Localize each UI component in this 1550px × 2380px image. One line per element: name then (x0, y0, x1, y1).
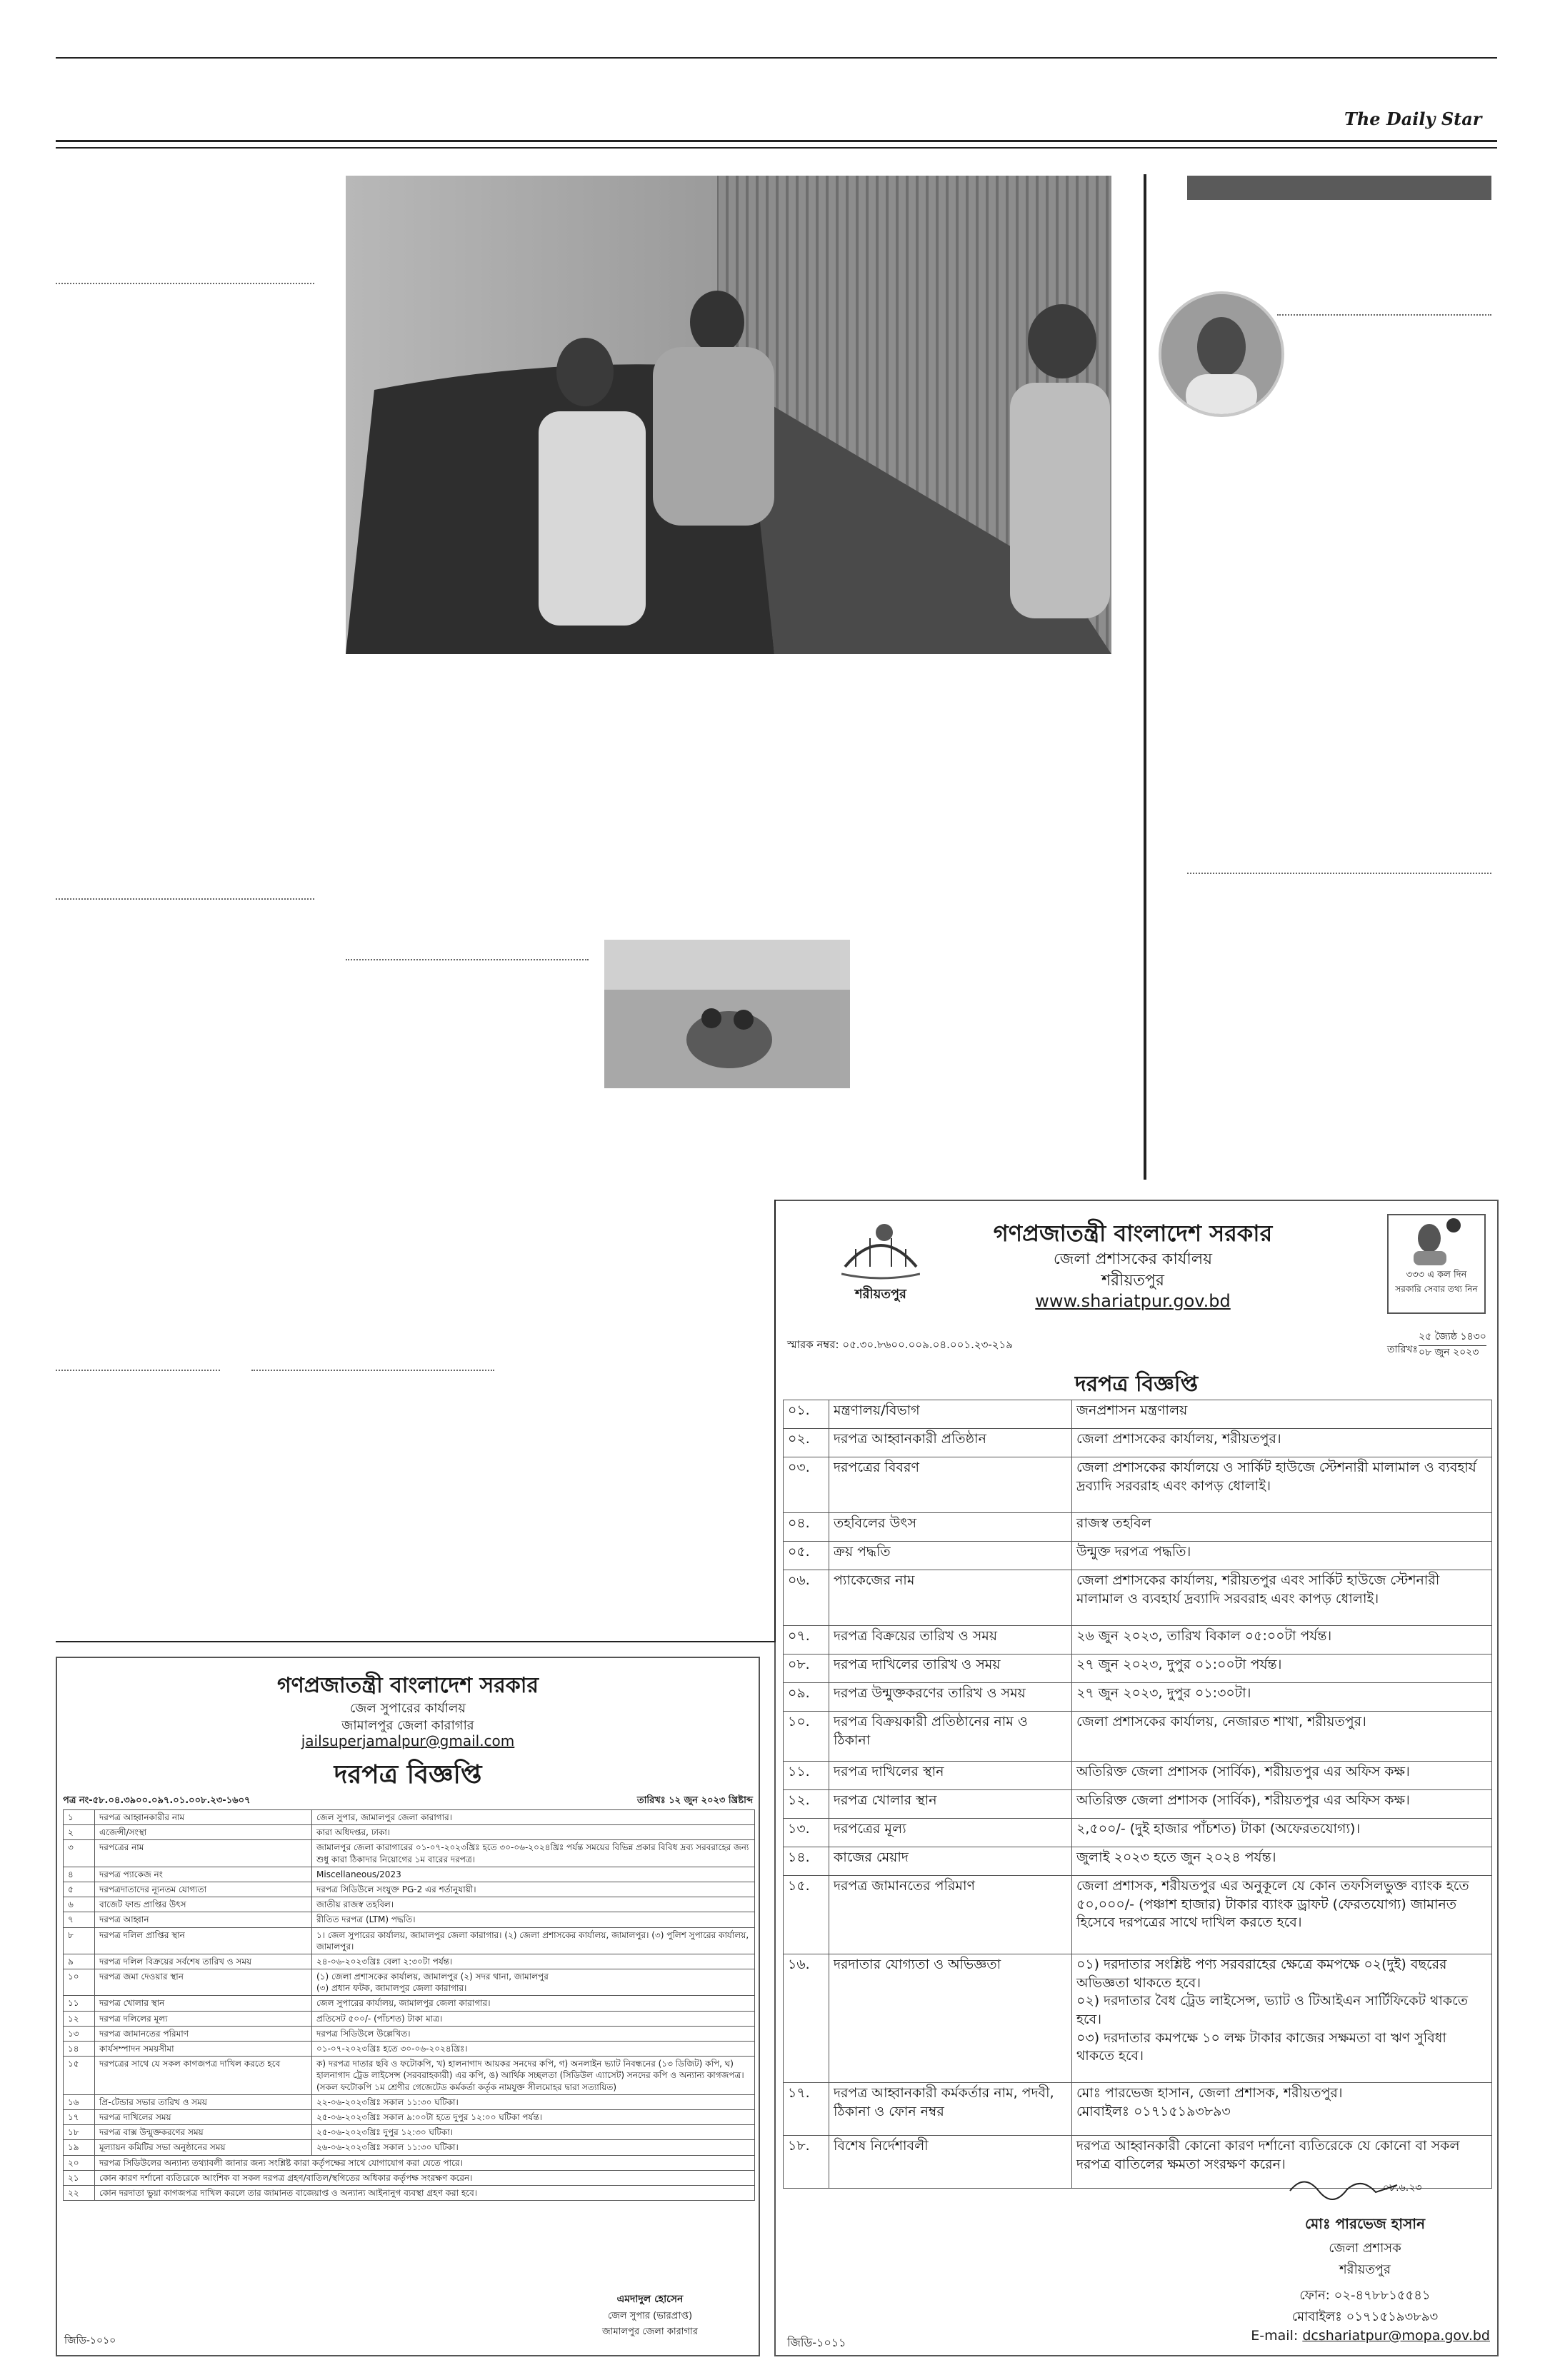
row-number: ১২ (64, 2011, 95, 2026)
row-label: দরপত্র উন্মুক্তকরণের তারিখ ও সময় (829, 1683, 1072, 1712)
row-number: ১৪ (64, 2042, 95, 2057)
row-value: (১) জেলা প্রশাসকের কার্যালয়, জামালপুর (২) সদর থানা, জামালপুর (৩) প্রধান ফটক, জামালপুর জেলা কারাগার। (312, 1969, 755, 1996)
govt-heading: গণপ্রজাতন্ত্রী বাংলাদেশ সরকার (993, 1220, 1273, 1247)
table-row (64, 1882, 755, 1897)
column-divider (1144, 174, 1146, 1180)
table-row (784, 1626, 1492, 1655)
signatory-place: জামালপুর জেলা কারাগার (602, 2326, 698, 2337)
row-value: কারা অধিদপ্তর, ঢাকা। (312, 1825, 755, 1840)
helpline-caption: সরকারি সেবার তথ্য নিন (1395, 1284, 1478, 1294)
portrait-icon (1408, 1215, 1465, 1265)
row-label: প্যাকেজের নাম (829, 1570, 1072, 1626)
row-value: জুলাই ২০২৩ হতে জুন ২০২৪ পর্যন্ত। (1072, 1847, 1492, 1876)
row-label: দরপত্র জামানতের পরিমাণ (829, 1876, 1072, 1954)
row-number: ১১. (784, 1762, 829, 1790)
helpline-label: ৩৩৩ এ কল দিন (1406, 1270, 1467, 1280)
row-number: ১৪. (784, 1847, 829, 1876)
table-row (784, 1655, 1492, 1683)
table-row (64, 1897, 755, 1912)
row-number: ৬ (64, 1897, 95, 1912)
signatory-title: জেলা প্রশাসক (1329, 2241, 1401, 2256)
row-label: দরপত্রের নাম (95, 1840, 312, 1867)
district-logo (841, 1217, 920, 1302)
row-label: দরপত্রদাতাদের ন্যূনতম যোগ্যতা (95, 1882, 312, 1897)
row-number: ০৬. (784, 1570, 829, 1626)
row-number: ১৩ (64, 2026, 95, 2041)
table-row (64, 2185, 755, 2200)
row-label: তহবিলের উৎস (829, 1513, 1072, 1542)
table-row (784, 1683, 1492, 1712)
office-name: জেলা প্রশাসকের কার্যালয় (1053, 1250, 1213, 1268)
signature-scribble-icon (1276, 2169, 1461, 2205)
email-link[interactable]: jailsuperjamalpur@gmail.com (301, 1732, 515, 1749)
row-value: ০১) দরদাতার সংশ্লিষ্ট পণ্য সরবরাহের ক্ষেত্রে কমপক্ষে ০২(দুই) বছরের অভিজ্ঞতা থাকতে হবে। ০২) দরদাতার বৈধ ট্রেড লাইসেন্স, ভ্যাট ও টিআইএন সার্টিফিকেট থাকতে হবে। ০৩) দরদাতার কমপক্ষে ১০ লক্ষ টাকার কাজের সক্ষমতা বা ঋণ সুবিধা থাকতে হবে। (1072, 1954, 1492, 2083)
row-value: দরপত্র সিডিউলে সংযুক্ত PG-2 এর শর্তানুযায়ী। (312, 1882, 755, 1897)
row-value: দরপত্র আহ্বানকারী কোনো কারণ দর্শানো ব্যতিরেকে যে কোনো বা সকল দরপত্র বাতিলের ক্ষমতা সংরক্ষণ করেন। (1072, 2136, 1492, 2189)
table-row (64, 1996, 755, 2011)
row-label: দরপত্রের মূল্য (829, 1819, 1072, 1847)
row-label: কোন দরদাতা ভুয়া কাগজপত্র দাখিল করলে তার জামানত বাজেয়াপ্ত ও অন্যান্য আইনানুগ ব্যবস্থা গ্রহণ করা হবে। (95, 2185, 755, 2200)
row-label: এজেন্সী/সংস্থা (95, 1825, 312, 1840)
masthead-rule-1 (56, 140, 1497, 142)
row-number: ১৭. (784, 2083, 829, 2136)
row-label: দরপত্র আহ্বানকারীর নাম (95, 1810, 312, 1825)
table-row (64, 2057, 755, 2095)
table-row (64, 2026, 755, 2041)
row-value: মোঃ পারভেজ হাসান, জেলা প্রশাসক, শরীয়তপুর। মোবাইলঃ ০১৭১৫১৯৩৮৯৩ (1072, 2083, 1492, 2136)
row-label: বাজেট ফান্ড প্রাপ্তির উৎস (95, 1897, 312, 1912)
row-label: বিশেষ নির্দেশাবলী (829, 2136, 1072, 2189)
table-row (64, 2170, 755, 2185)
signatory-mobile: মোবাইলঃ ০১৭১৫১৯৩৮৯৩ (1291, 2309, 1439, 2324)
row-label: দরপত্র দলিল বিক্রয়ের সর্বশেষ তারিখ ও সময় (95, 1954, 312, 1969)
row-value: ২৭ জুন ২০২৩, দুপুর ০১:০০টা পর্যন্ত। (1072, 1655, 1492, 1683)
signature (1276, 2169, 1461, 2212)
row-label: কার্যসম্পাদন সময়সীমা (95, 2042, 312, 2057)
separator (346, 959, 589, 960)
date-english: ০৮ জুন ২০২৩ (1419, 1347, 1479, 1358)
table-row (784, 1712, 1492, 1762)
row-number: ১০ (64, 1969, 95, 1996)
footer-code: জিডি-১০১১ (787, 2336, 846, 2349)
notice-table (63, 1809, 755, 2201)
row-number: ৭ (64, 1912, 95, 1927)
row-number: ০২. (784, 1429, 829, 1457)
govt-heading: গণপ্রজাতন্ত্রী বাংলাদেশ সরকার (277, 1673, 539, 1698)
district-name: শরীয়তপুর (1101, 1272, 1164, 1290)
row-number: ১ (64, 1810, 95, 1825)
photo-image (346, 176, 1111, 654)
row-label: দরপত্র দাখিলের সময় (95, 2109, 312, 2124)
row-label: দরপত্র জামানতের পরিমাণ (95, 2026, 312, 2041)
separator (56, 1370, 220, 1371)
row-label: দরপত্র আহ্বানকারী প্রতিষ্ঠান (829, 1429, 1072, 1457)
row-number: ০৮. (784, 1655, 829, 1683)
memo-number: পত্র নং-৫৮.০৪.৩৯০০.০৯৭.০১.০০৮.২৩-১৬০৭ (63, 1795, 251, 1806)
footer-code: জিডি-১০১০ (64, 2335, 116, 2346)
row-label: দরদাতার যোগ্যতা ও অভিজ্ঞতা (829, 1954, 1072, 2083)
table-row (784, 1429, 1492, 1457)
row-label: দরপত্র আহ্বানকারী কর্মকর্তার নাম, পদবী, ঠিকানা ও ফোন নম্বর (829, 2083, 1072, 2136)
date-label: তারিখঃ (1387, 1344, 1418, 1355)
row-label: প্রি-টেন্ডার সভার তারিখ ও সময় (95, 2094, 312, 2109)
row-label: দরপত্র খোলার স্থান (829, 1790, 1072, 1819)
row-label: দরপত্র দাখিলের স্থান (829, 1762, 1072, 1790)
row-value: জেল সুপার, জামালপুর জেলা কারাগার। (312, 1810, 755, 1825)
row-value: ২৫-০৬-২০২৩খ্রিঃ দুপুর ১২:৩০ ঘটিকা। (312, 2125, 755, 2140)
row-number: ১৩. (784, 1819, 829, 1847)
table-row (784, 1542, 1492, 1570)
row-label: কাজের মেয়াদ (829, 1847, 1072, 1876)
signatory-district: শরীয়তপুর (1339, 2262, 1391, 2277)
table-row (784, 1847, 1492, 1876)
email-link[interactable]: dcshariatpur@mopa.gov.bd (1302, 2328, 1490, 2344)
table-row (64, 1954, 755, 1969)
masthead-rule-2 (56, 147, 1497, 149)
row-label: দরপত্র সিডিউলের অন্যান্য তথ্যাবলী জানার জন্য সংশ্লিষ্ট কারা কর্তৃপক্ষের সাথে যোগাযোগ করা যেতে পারে। (95, 2155, 755, 2170)
row-value: ০১-০৭-২০২৩খ্রিঃ হতে ৩০-০৬-২০২৪খ্রিঃ। (312, 2042, 755, 2057)
row-value: ২৬ জুন ২০২৩, তারিখ বিকাল ০৫:০০টা পর্যন্ত। (1072, 1626, 1492, 1655)
table-row (784, 1790, 1492, 1819)
row-number: ২১ (64, 2170, 95, 2185)
table-row (64, 1969, 755, 1996)
website-link[interactable]: www.shariatpur.gov.bd (1035, 1291, 1231, 1311)
signatory-email (1176, 2328, 1490, 2344)
row-label: দরপত্র জমা দেওয়ার স্থান (95, 1969, 312, 1996)
notice-date: তারিখঃ ১২ জুন ২০২৩ খ্রিষ্টাব্দ (636, 1795, 753, 1806)
photo-image (604, 940, 850, 1088)
row-number: ১৮. (784, 2136, 829, 2189)
row-value: জেলা প্রশাসকের কার্যালয়, নেজারত শাখা, শরীয়তপুর। (1072, 1712, 1492, 1762)
columnist-avatar (1159, 291, 1284, 417)
row-value: অতিরিক্ত জেলা প্রশাসক (সার্বিক), শরীয়তপুর এর অফিস কক্ষ। (1072, 1762, 1492, 1790)
separator (251, 1370, 494, 1371)
jail-name: জামালপুর জেলা কারাগার (341, 1718, 474, 1733)
row-value: ২২-০৬-২০২৩খ্রিঃ সকাল ১১:৩০ ঘটিকা। (312, 2094, 755, 2109)
row-value: ১। জেল সুপারের কার্যালয়, জামালপুর জেলা কারাগার। (২) জেলা প্রশাসকের কার্যালয়, জামালপুর। (৩) পুলিশ সুপারের কার্যালয়, জামালপুর। (312, 1927, 755, 1954)
table-row (784, 1570, 1492, 1626)
row-number: ২২ (64, 2185, 95, 2200)
main-photo (346, 176, 1111, 654)
row-value: জেল সুপারের কার্যালয়, জামালপুর জেলা কারাগার। (312, 1996, 755, 2011)
row-label: দরপত্র দাখিলের তারিখ ও সময় (829, 1655, 1072, 1683)
row-value: অতিরিক্ত জেলা প্রশাসক (সার্বিক), শরীয়তপুর এর অফিস কক্ষ। (1072, 1790, 1492, 1819)
notice-table (783, 1400, 1492, 2189)
row-value: ২৫-০৬-২০২৩খ্রিঃ সকাল ৯:০০টা হতে দুপুর ১২:০০ ঘটিকা পর্যন্ত। (312, 2109, 755, 2124)
row-number: ০৫. (784, 1542, 829, 1570)
table-row (64, 2125, 755, 2140)
row-number: ১৯ (64, 2140, 95, 2155)
table-row (64, 1867, 755, 1882)
table-row (784, 1457, 1492, 1513)
small-photo (604, 940, 850, 1088)
separator (1187, 873, 1491, 874)
row-value: ২,৫০০/- (দুই হাজার পাঁচশত) টাকা (অফেরতযোগ্য)। (1072, 1819, 1492, 1847)
date-bengali: ২৫ জ্যৈষ্ঠ ১৪৩০ (1419, 1328, 1486, 1346)
row-value: জেলা প্রশাসকের কার্যালয়ে ও সার্কিট হাউজে স্টেশনারী মালামাল ও ব্যবহার্য দ্রব্যাদি সরবরাহ এবং কাপড় ধোলাই। (1072, 1457, 1492, 1513)
notice-title: দরপত্র বিজ্ঞপ্তি (334, 1760, 482, 1789)
table-row (784, 1400, 1492, 1429)
separator (1277, 314, 1491, 316)
masthead: The Daily Star (1344, 109, 1482, 129)
table-row (784, 1954, 1492, 2083)
row-value: দরপত্র সিডিউলে উল্লেখিত। (312, 2026, 755, 2041)
row-number: ১৬. (784, 1954, 829, 2083)
table-row (784, 1513, 1492, 1542)
row-value: জেলা প্রশাসকের কার্যালয়, শরীয়তপুর। (1072, 1429, 1492, 1457)
table-row (64, 2155, 755, 2170)
table-row (64, 1840, 755, 1867)
row-label: কোন কারণ দর্শানো ব্যতিরেকে আংশিক বা সকল দরপত্র গ্রহণ/বাতিল/স্থগিতের অধিকার কর্তৃপক্ষ সংরক্ষণ করেন। (95, 2170, 755, 2185)
row-value: রাজস্ব তহবিল (1072, 1513, 1492, 1542)
row-number: ১৬ (64, 2094, 95, 2109)
table-row (784, 1876, 1492, 1954)
row-label: ক্রয় পদ্ধতি (829, 1542, 1072, 1570)
row-number: ৪ (64, 1867, 95, 1882)
row-number: ০৩. (784, 1457, 829, 1513)
signature-date: ০৮.৬.২৩ (1383, 2182, 1422, 2194)
section-header-bar (1187, 176, 1491, 200)
row-number: ১৮ (64, 2125, 95, 2140)
row-number: ২ (64, 1825, 95, 1840)
row-value: Miscellaneous/2023 (312, 1867, 755, 1882)
table-row (64, 1927, 755, 1954)
row-number: ১৫ (64, 2057, 95, 2095)
table-row (64, 2109, 755, 2124)
row-value: ২৪-০৬-২০২৩খ্রিঃ বেলা ২:৩০টা পর্যন্ত। (312, 1954, 755, 1969)
row-number: ১০. (784, 1712, 829, 1762)
row-value: ২৭ জুন ২০২৩, দুপুর ০১:৩০টা। (1072, 1683, 1492, 1712)
separator (56, 898, 314, 900)
table-row (64, 1912, 755, 1927)
row-value: ২৬-০৬-২০২৩খ্রিঃ সকাল ১১:৩০ ঘটিকা। (312, 2140, 755, 2155)
row-label: দরপত্র বিক্রয়কারী প্রতিষ্ঠানের নাম ও ঠিকানা (829, 1712, 1072, 1762)
row-value: ক) দরপত্র দাতার ছবি ও ফটোকপি, খ) হালনাগাদ আয়কর সনদের কপি, গ) অনলাইন ভ্যাট নিবন্ধনের (১৩ ডিজিট) কপি, ঘ) হালনাগাদ ট্রেড লাইসেন্স (সরবরাহকারী) এর কপি, ঙ) আর্থিক সচ্ছলতা (সিডিউল এ্যাসেট) সনদের কপি ও অন্যান্য কাগজপত্র। (সকল ফটোকপি ১ম শ্রেণীর গেজেটেড কর্মকর্তা কর্তৃক নামযুক্ত সীলমোহর দ্বারা সত্যায়িত) (312, 2057, 755, 2095)
row-label: দরপত্র বাক্স উন্মুক্তকরণের সময় (95, 2125, 312, 2140)
signatory-name: এমদাদুল হোসেন (616, 2294, 684, 2305)
table-row (64, 1810, 755, 1825)
row-label: দরপত্রের বিবরণ (829, 1457, 1072, 1513)
signatory-phone: ফোন: ০২-৪৭৮৮১৫৫৪১ (1299, 2288, 1431, 2303)
row-label: দরপত্র দলিলের মূল্য (95, 2011, 312, 2026)
table-row (784, 2083, 1492, 2136)
row-label: দরপত্র বিক্রয়ের তারিখ ও সময় (829, 1626, 1072, 1655)
table-row (64, 2042, 755, 2057)
row-value: রীতিত দরপত্র (LTM) পদ্ধতি। (312, 1912, 755, 1927)
row-value: জাতীয় রাজস্ব তহবিল। (312, 1897, 755, 1912)
row-label: মন্ত্রণালয়/বিভাগ (829, 1400, 1072, 1429)
signatory-name: মোঃ পারভেজ হাসান (1304, 2215, 1426, 2232)
tender-notice-shariatpur (774, 1200, 1499, 2356)
row-value: জামালপুর জেলা কারাগারের ০১-০৭-২০২৩খ্রিঃ হতে ৩০-০৬-২০২৪খ্রিঃ পর্যন্ত সময়ের বিভিন্ন প্রকার বিবিধ দ্রব্য সরবরাহের জন্য শুধু কারা ঠিকাদার নিয়োগের ১ম বারের দরপত্র। (312, 1840, 755, 1867)
row-number: ১১ (64, 1996, 95, 2011)
row-number: ১৫. (784, 1876, 829, 1954)
row-value: জেলা প্রশাসকের কার্যালয়, শরীয়তপুর এবং সার্কিট হাউজে স্টেশনারী মালামাল ও ব্যবহার্য দ্রব্যাদি সরবরাহ এবং কাপড় ধোলাই। (1072, 1570, 1492, 1626)
row-label: দরপত্র দলিল প্রাপ্তির স্থান (95, 1927, 312, 1954)
row-number: ০৯. (784, 1683, 829, 1712)
row-number: ১২. (784, 1790, 829, 1819)
logo-caption: শরীয়তপুর (855, 1287, 906, 1302)
email-label: E-mail: (1251, 2328, 1299, 2344)
row-label: দরপত্র খোলার স্থান (95, 1996, 312, 2011)
row-number: ৮ (64, 1927, 95, 1954)
row-number: ০৪. (784, 1513, 829, 1542)
helpline-badge (1387, 1214, 1486, 1314)
row-number: ৫ (64, 1882, 95, 1897)
row-label: দরপত্র আহ্বান (95, 1912, 312, 1927)
row-number: ৩ (64, 1840, 95, 1867)
tender-notice-jamalpur (56, 1657, 760, 2356)
table-row (64, 2140, 755, 2155)
row-value: প্রতিসেট ৫০০/- (পাঁচশত) টাকা মাত্র। (312, 2011, 755, 2026)
row-label: মূল্যায়ন কমিটির সভা অনুষ্ঠানের সময় (95, 2140, 312, 2155)
row-label: দরপত্র প্যাকেজ নং (95, 1867, 312, 1882)
top-rule (56, 57, 1497, 59)
table-row (784, 1819, 1492, 1847)
row-value: জেলা প্রশাসক, শরীয়তপুর এর অনুকূলে যে কোন তফসিলভুক্ত ব্যাংক হতে ৫০,০০০/- (পঞ্চাশ হাজার) টাকার ব্যাংক ড্রাফট (ফেরতযোগ্য) জামানত হিসেবে দরপত্রের সাথে দাখিল করতে হবে। (1072, 1876, 1492, 1954)
table-row (784, 1762, 1492, 1790)
notice-title: দরপত্র বিজ্ঞপ্তি (1074, 1372, 1199, 1397)
table-row (64, 2094, 755, 2109)
row-value: জনপ্রশাসন মন্ত্রণালয় (1072, 1400, 1492, 1429)
memo-number: স্মারক নম্বর: ০৫.৩০.৮৬০০.০০৯.০৪.০০১.২৩-২১৯ (787, 1338, 1014, 1351)
bridge-logo-icon (841, 1217, 920, 1281)
signatory-title: জেল সুপার (ভারপ্রাপ্ত) (607, 2311, 693, 2321)
row-number: ৯ (64, 1954, 95, 1969)
office-name: জেল সুপারের কার্যালয় (349, 1701, 466, 1716)
row-number: ১৭ (64, 2109, 95, 2124)
table-row (64, 2011, 755, 2026)
row-number: ০১. (784, 1400, 829, 1429)
separator (56, 283, 314, 284)
row-number: ২০ (64, 2155, 95, 2170)
row-value: উন্মুক্ত দরপত্র পদ্ধতি। (1072, 1542, 1492, 1570)
table-row (64, 1825, 755, 1840)
section-rule (56, 1641, 774, 1642)
row-label: দরপত্রের সাথে যে সকল কাগজপত্র দাখিল করতে হবে (95, 2057, 312, 2095)
column-divider (774, 1200, 776, 1642)
row-number: ০৭. (784, 1626, 829, 1655)
